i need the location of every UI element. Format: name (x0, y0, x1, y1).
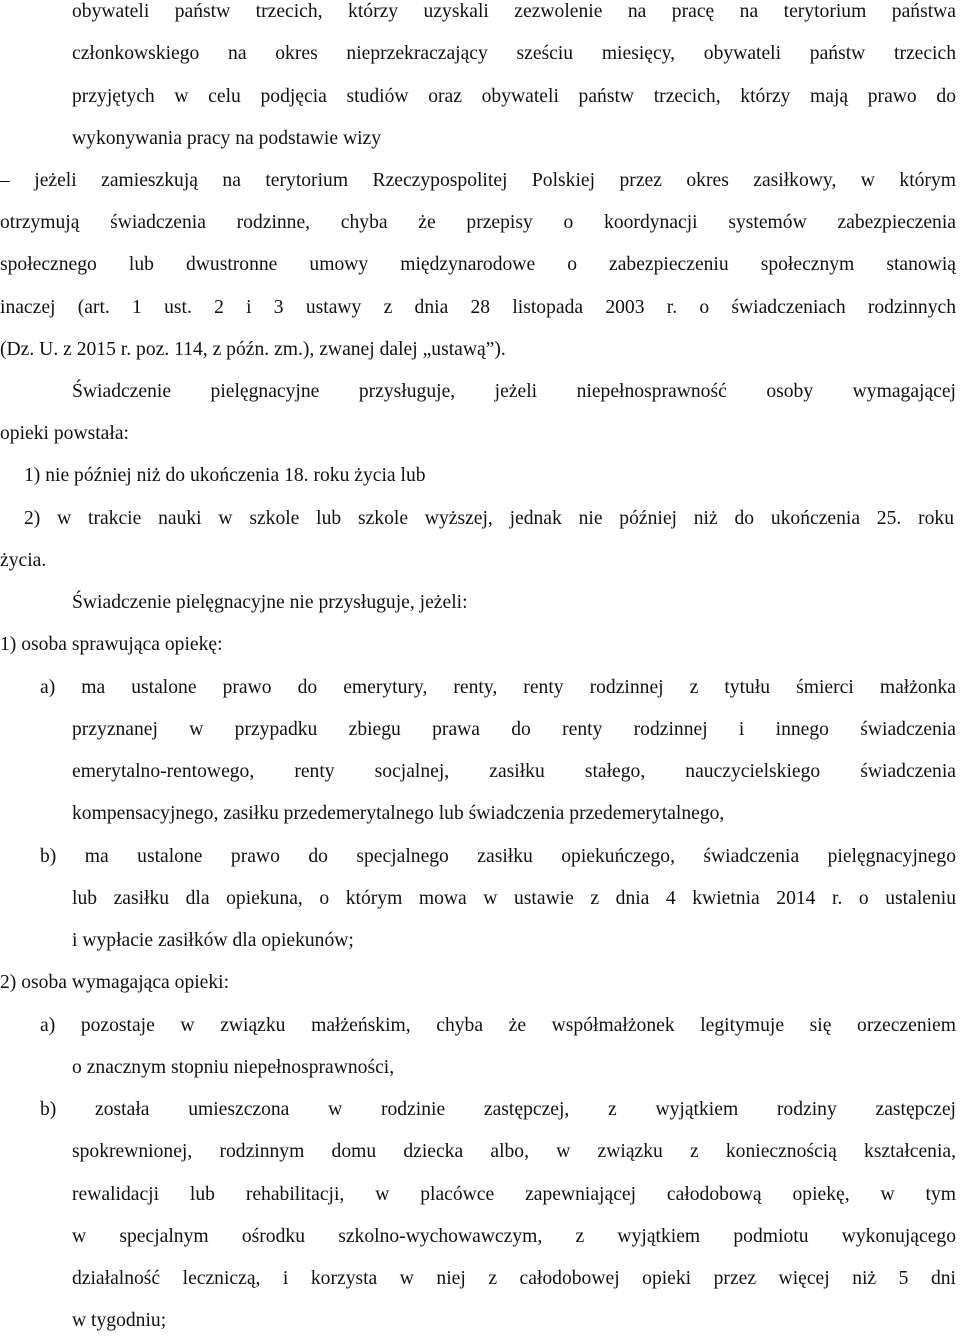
list-item: b) została umieszczona w rodzinie zastępczej, z wyjątkiem rodziny zastępczej (40, 1099, 956, 1120)
text-line: wykonywania pracy na podstawie wizy (72, 128, 382, 149)
text-line: działalność leczniczą, i korzysta w niej z całodobowej opieki przez więcej niż 5 dni (72, 1268, 956, 1289)
list-item: 2) osoba wymagająca opieki: (0, 972, 230, 993)
text-line: opieki powstała: (0, 423, 129, 444)
list-item: a) pozostaje w związku małżeńskim, chyba że współmałżonek legitymuje się orzeczeniem (40, 1015, 956, 1036)
text-line: życia. (0, 550, 47, 571)
list-item: a) ma ustalone prawo do emerytury, renty, renty rodzinnej z tytułu śmierci małżonka (40, 677, 956, 698)
text-line: emerytalno-rentowego, renty socjalnej, zasiłku stałego, nauczycielskiego świadczenia (72, 761, 956, 782)
text-line: otrzymują świadczenia rodzinne, chyba że przepisy o koordynacji systemów zabezpieczenia (0, 212, 956, 233)
text-line: (Dz. U. z 2015 r. poz. 114, z późn. zm.), zwanej dalej „ustawą”). (0, 339, 506, 360)
text-line: kompensacyjnego, zasiłku przedemerytalnego lub świadczenia przedemerytalnego, (72, 803, 725, 824)
text-line: – jeżeli zamieszkują na terytorium Rzeczypospolitej Polskiej przez okres zasiłkowy, w którym (0, 170, 956, 191)
text-line: rewalidacji lub rehabilitacji, w placówce zapewniającej całodobową opiekę, w tym (72, 1184, 956, 1205)
list-item: 1) nie później niż do ukończenia 18. roku życia lub (24, 465, 426, 486)
text-line: spokrewnionej, rodzinnym domu dziecka albo, w związku z koniecznością kształcenia, (72, 1141, 956, 1162)
text-line: społecznego lub dwustronne umowy międzynarodowe o zabezpieczeniu społecznym stanowią (0, 254, 956, 275)
text-line: obywateli państw trzecich, którzy uzyskali zezwolenie na pracę na terytorium państwa (72, 1, 956, 22)
text-line: o znacznym stopniu niepełnosprawności, (72, 1057, 395, 1078)
text-line: inaczej (art. 1 ust. 2 i 3 ustawy z dnia 28 listopada 2003 r. o świadczeniach rodzinnych (0, 297, 956, 318)
list-item: 1) osoba sprawująca opiekę: (0, 634, 223, 655)
text-line: i wypłacie zasiłków dla opiekunów; (72, 930, 354, 951)
list-item: 2) w trakcie nauki w szkole lub szkole wyższej, jednak nie później niż do ukończenia 25. roku (24, 508, 954, 529)
text-line: członkowskiego na okres nieprzekraczający sześciu miesięcy, obywateli państw trzecich (72, 43, 956, 64)
list-item: b) ma ustalone prawo do specjalnego zasiłku opiekuńczego, świadczenia pielęgnacyjnego (40, 846, 956, 867)
text-line: Świadczenie pielęgnacyjne nie przysługuje, jeżeli: (72, 592, 468, 613)
text-line: przyznanej w przypadku zbiegu prawa do renty rodzinnej i innego świadczenia (72, 719, 956, 740)
text-line: lub zasiłku dla opiekuna, o którym mowa w ustawie z dnia 4 kwietnia 2014 r. o ustaleniu (72, 888, 956, 909)
text-line: w specjalnym ośrodku szkolno-wychowawczym, z wyjątkiem podmiotu wykonującego (72, 1226, 956, 1247)
text-line: przyjętych w celu podjęcia studiów oraz obywateli państw trzecich, którzy mają prawo do (72, 86, 956, 107)
text-line: Świadczenie pielęgnacyjne przysługuje, jeżeli niepełnosprawność osoby wymagającej (72, 381, 956, 402)
text-line: w tygodniu; (72, 1310, 167, 1331)
